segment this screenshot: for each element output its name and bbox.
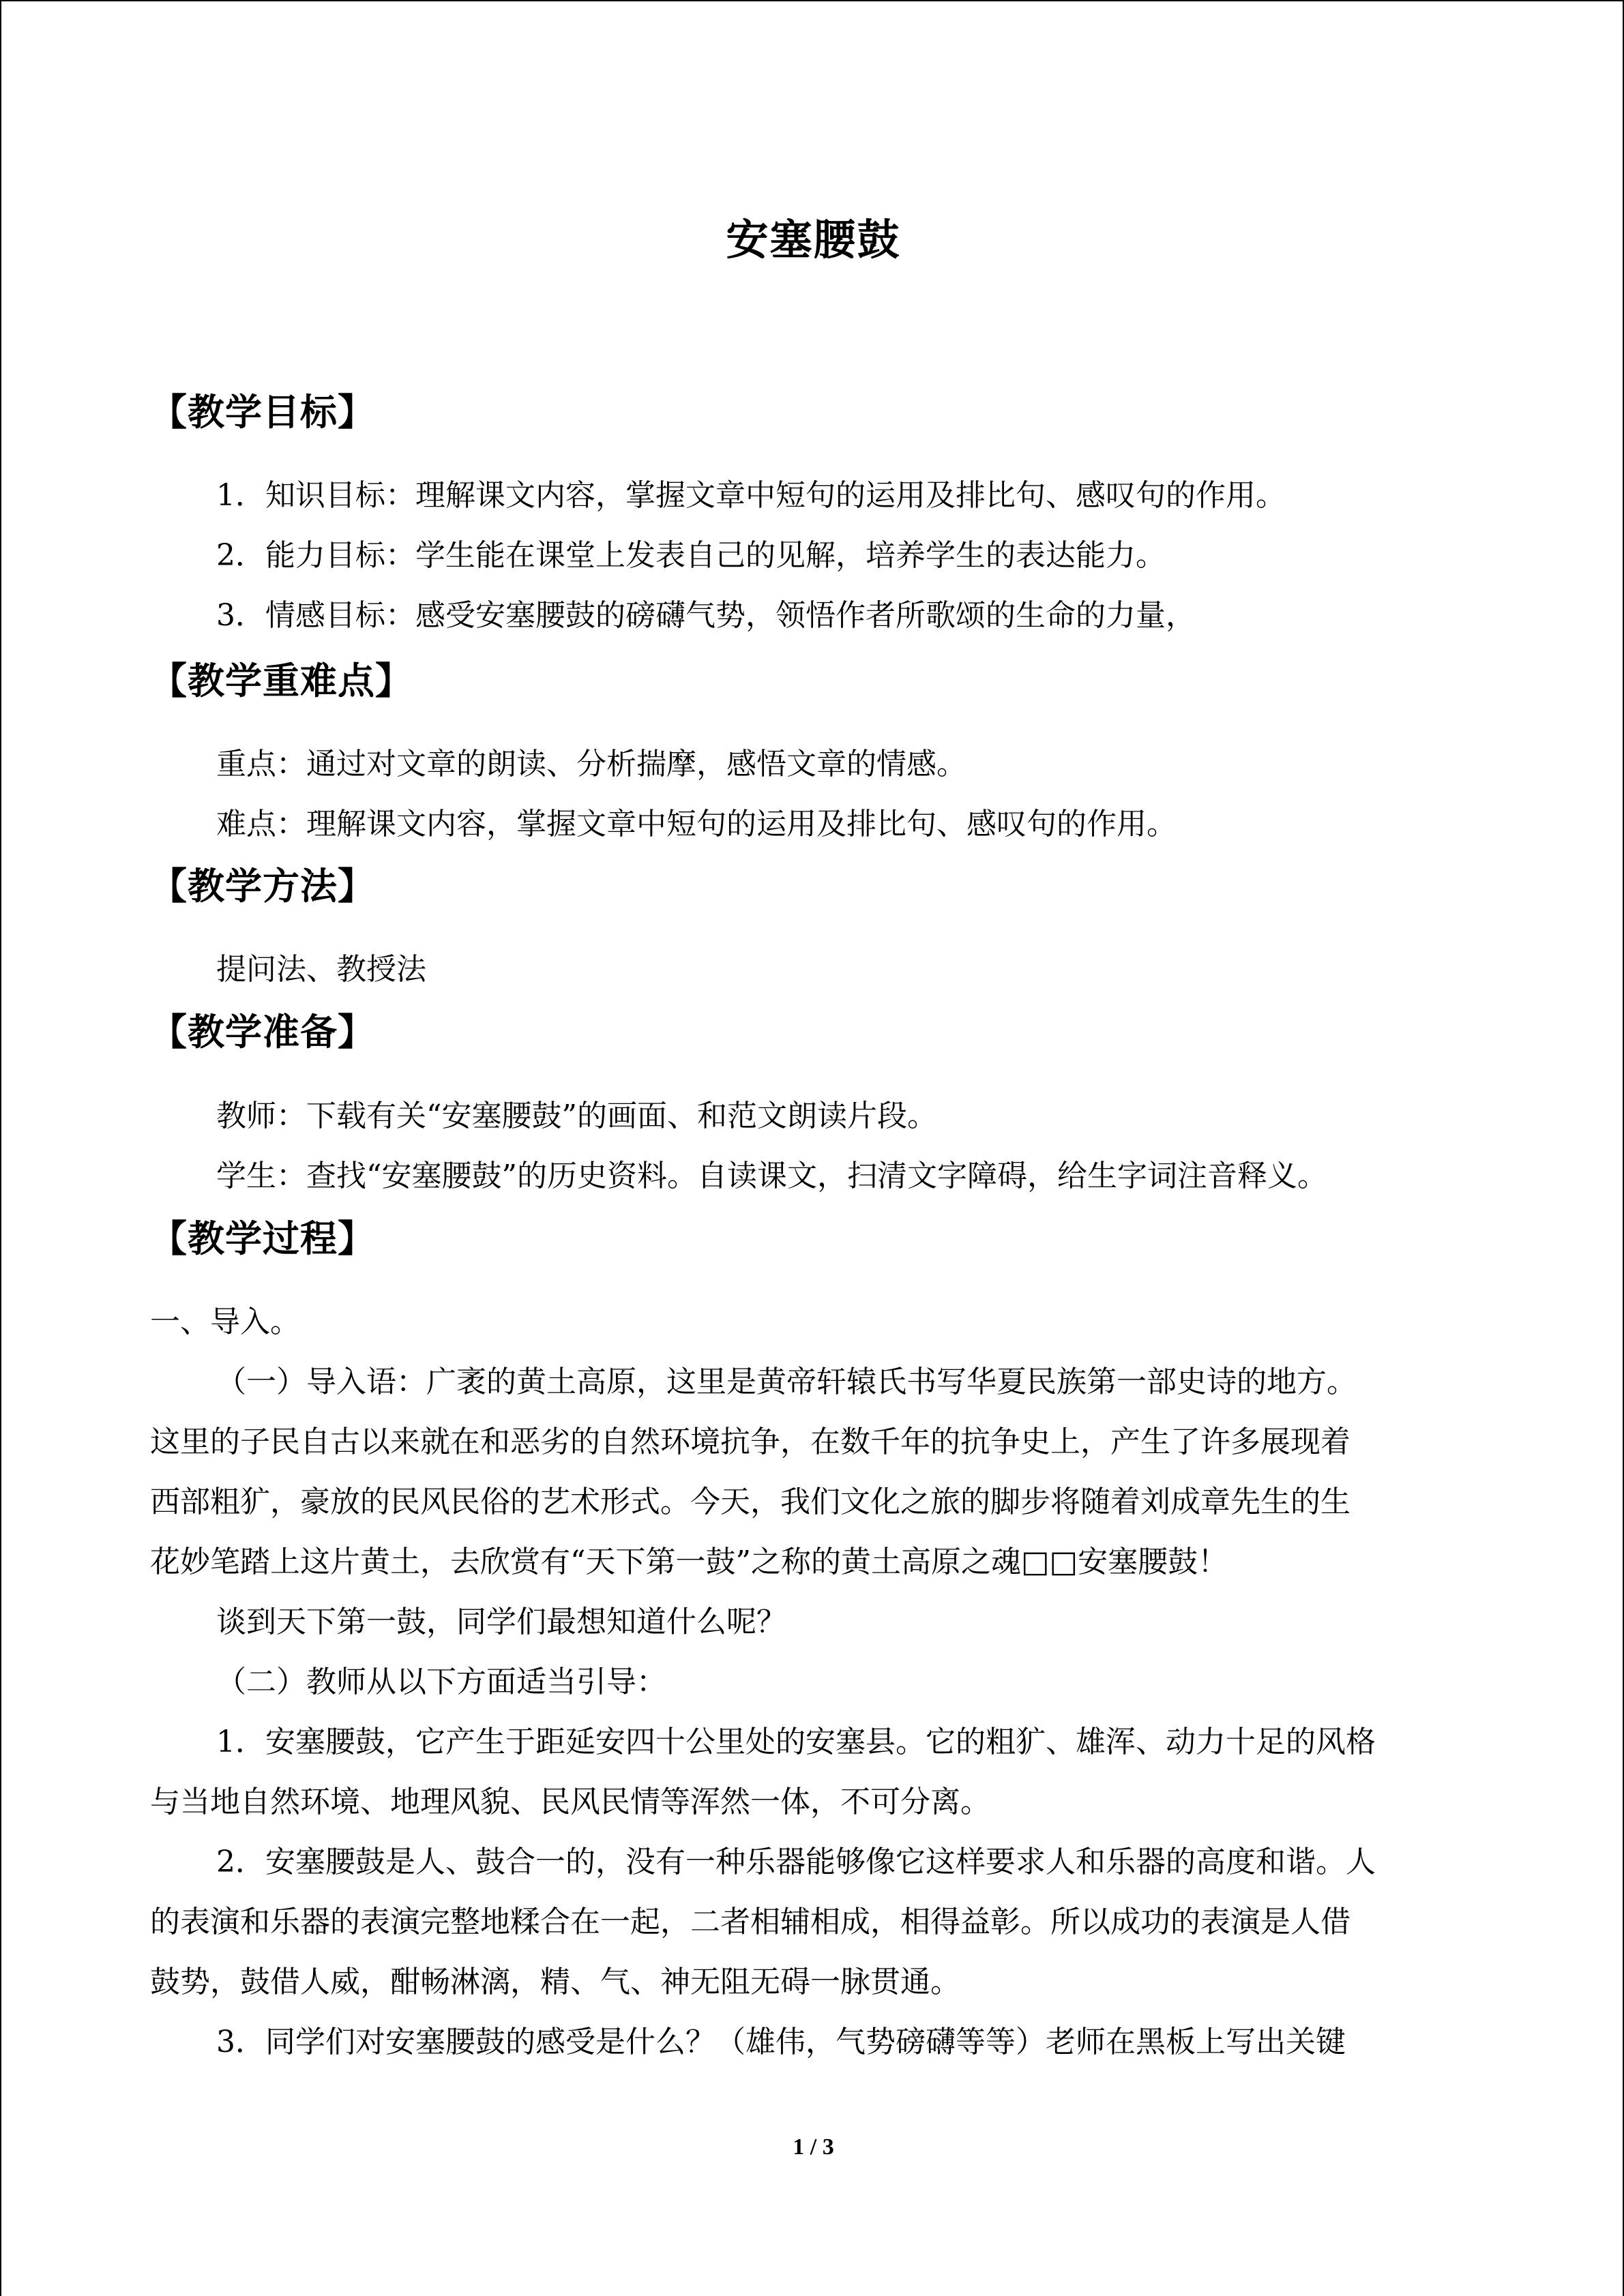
heading-key-points: 【教学重难点】 <box>150 659 413 702</box>
preparation-item-2: 学生：查找“安塞腰鼓”的历史资料。自读课文，扫清文字障碍，给生字词注音释义。 <box>216 1159 1327 1193</box>
heading-methods: 【教学方法】 <box>150 865 375 908</box>
process-line-8: 1．安塞腰鼓，它产生于距延安四十公里处的安塞县。它的粗犷、雄浑、动力十足的风格 <box>216 1725 1376 1759</box>
goal-item-2: 2．能力目标：学生能在课堂上发表自己的见解，培养学生的表达能力。 <box>216 538 1166 573</box>
goal-item-3: 3．情感目标：感受安塞腰鼓的磅礴气势，领悟作者所歌颂的生命的力量， <box>216 598 1196 633</box>
process-line-10: 2．安塞腰鼓是人、鼓合一的，没有一种乐器能够像它这样要求人和乐器的高度和谐。人 <box>216 1845 1376 1879</box>
process-line-6: 谈到天下第一鼓，同学们最想知道什么呢？ <box>216 1605 786 1639</box>
process-line-4: 西部粗犷，豪放的民风民俗的艺术形式。今天，我们文化之旅的脚步将随着刘成章先生的生 <box>150 1485 1350 1519</box>
preparation-item-1: 教师：下载有关“安塞腰鼓”的画面、和范文朗读片段。 <box>216 1099 937 1133</box>
goal-item-1: 1．知识目标：理解课文内容，掌握文章中短句的运用及排比句、感叹句的作用。 <box>216 478 1286 513</box>
key-point-item-1: 重点：通过对文章的朗读、分析揣摩，感悟文章的情感。 <box>216 747 966 781</box>
method-item-1: 提问法、教授法 <box>216 952 426 987</box>
process-line-2: （一）导入语：广袤的黄土高原，这里是黄帝轩辕氏书写华夏民族第一部史诗的地方。 <box>216 1365 1357 1399</box>
process-line-13: 3．同学们对安塞腰鼓的感受是什么？（雄伟，气势磅礴等等）老师在黑板上写出关键 <box>216 2025 1346 2059</box>
process-line-7: （二）教师从以下方面适当引导： <box>216 1665 666 1699</box>
process-line-11: 的表演和乐器的表演完整地糅合在一起，二者相辅相成，相得益彰。所以成功的表演是人借 <box>150 1905 1350 1939</box>
heading-process: 【教学过程】 <box>150 1217 375 1260</box>
process-line-12: 鼓势，鼓借人威，酣畅淋漓，精、气、神无阻无碍一脉贯通。 <box>150 1965 960 1999</box>
heading-teaching-goals: 【教学目标】 <box>150 391 375 434</box>
process-line-1: 一、导入。 <box>150 1304 300 1339</box>
process-line-5: 花妙笔踏上这片黄土，去欣赏有“天下第一鼓”之称的黄土高原之魂□□安塞腰鼓！ <box>150 1545 1228 1579</box>
process-line-3: 这里的子民自古以来就在和恶劣的自然环境抗争，在数千年的抗争史上，产生了许多展现着 <box>150 1425 1350 1459</box>
key-point-item-2: 难点：理解课文内容，掌握文章中短句的运用及排比句、感叹句的作用。 <box>216 807 1177 841</box>
process-line-9: 与当地自然环境、地理风貌、民风民情等浑然一体，不可分离。 <box>150 1785 990 1819</box>
document-title: 安塞腰鼓 <box>726 215 901 265</box>
page-number: 1 / 3 <box>793 2134 834 2160</box>
heading-preparation: 【教学准备】 <box>150 1011 375 1054</box>
